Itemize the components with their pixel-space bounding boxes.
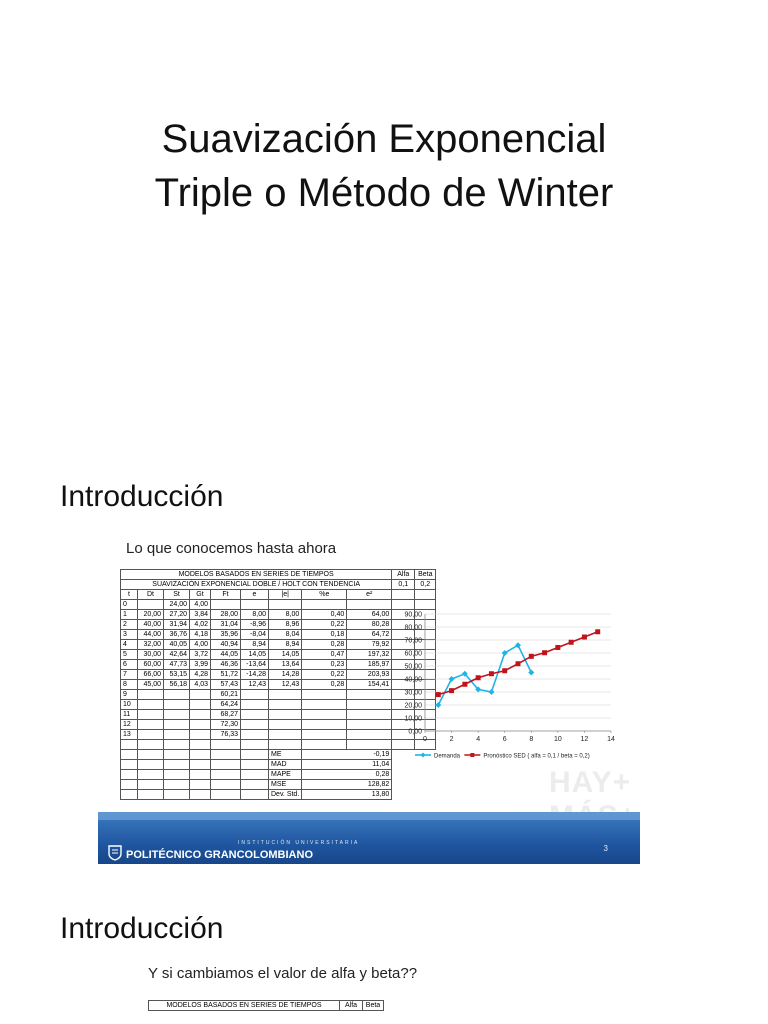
legend-label: Pronóstico SED ( alfa = 0,1 / beta = 0,2) (483, 753, 590, 760)
alfa-value: 0,1 (392, 580, 415, 590)
table-cell (190, 750, 211, 760)
x-tick-label: 14 (607, 736, 615, 743)
metric-row (121, 770, 436, 780)
table-cell: 24,00 (164, 600, 190, 610)
table-cell (164, 790, 190, 800)
table-subtitle-cell: SUAVIZACIÓN EXPONENCIAL DOBLE / HOLT CON TENDENCIA (121, 580, 392, 590)
table-cell (138, 710, 164, 720)
y-tick-label: 70,00 (404, 637, 422, 645)
table-cell (211, 770, 241, 780)
forecast-point (595, 629, 600, 634)
table-cell: 80,28 (347, 620, 392, 630)
table-cell: 66,00 (138, 670, 164, 680)
table-cell (241, 720, 269, 730)
table-cell (347, 690, 392, 700)
table-cell: 27,20 (164, 610, 190, 620)
table-cell: 3 (121, 630, 138, 640)
y-tick-label: 60,00 (404, 650, 422, 658)
forecast-point (449, 688, 454, 693)
table-cell: 14,28 (269, 670, 302, 680)
table-cell (302, 720, 347, 730)
y-tick-label: 40,00 (404, 676, 422, 684)
table-cell (164, 690, 190, 700)
time-series-table (120, 569, 436, 800)
table-cell (211, 600, 241, 610)
table-cell: 46,36 (211, 660, 241, 670)
table-cell: 79,92 (347, 640, 392, 650)
table-cell: 5 (121, 650, 138, 660)
table-cell: 9 (121, 690, 138, 700)
metric-row (121, 760, 436, 770)
table-cell (241, 790, 269, 800)
table-cell (121, 760, 138, 770)
table-cell (164, 710, 190, 720)
table-row (121, 720, 436, 730)
table-cell: 3,99 (190, 660, 211, 670)
legend-label: Demanda (434, 753, 461, 760)
table-row (121, 630, 436, 640)
table-cell: 4,00 (190, 600, 211, 610)
table-cell: 0,28 (302, 640, 347, 650)
table-cell (302, 700, 347, 710)
table-cell (164, 700, 190, 710)
table-cell: 31,94 (164, 620, 190, 630)
table-cell (138, 780, 164, 790)
table-cell: 14,05 (241, 650, 269, 660)
table-cell (269, 730, 302, 740)
table-row (121, 710, 436, 720)
table-cell: 4,03 (190, 680, 211, 690)
column-header: Gt (190, 590, 211, 600)
table-cell: 0,18 (302, 630, 347, 640)
demand-point (488, 689, 494, 695)
table-cell (190, 760, 211, 770)
x-tick-label: 4 (476, 736, 481, 743)
metric-row (121, 790, 436, 800)
table-row (121, 610, 436, 620)
legend-marker (470, 753, 474, 757)
table-cell: 4,18 (190, 630, 211, 640)
slide-footer (98, 812, 640, 864)
table-cell: 7 (121, 670, 138, 680)
table-row (121, 600, 436, 610)
forecast-point (502, 668, 507, 673)
section-heading-2: Introducción (60, 912, 224, 945)
table-cell: 64,00 (347, 610, 392, 620)
table-cell: 3,84 (190, 610, 211, 620)
table-cell (269, 720, 302, 730)
table-subtitle-row (121, 580, 436, 590)
table-cell: 72,30 (211, 720, 241, 730)
table-cell: 0,47 (302, 650, 347, 660)
table-cell (190, 770, 211, 780)
table-cell: -14,28 (241, 670, 269, 680)
title-line-2: Triple o Método de Winter (154, 171, 614, 215)
beta-label: Beta (415, 570, 436, 580)
footer-stripe (98, 812, 640, 820)
forecast-point (462, 682, 467, 687)
table-cell: 42,64 (164, 650, 190, 660)
table-cell (138, 760, 164, 770)
table-row (121, 650, 436, 660)
metric-label: MAD (269, 760, 302, 770)
table-cell (392, 590, 415, 600)
demand-point (528, 670, 534, 676)
section-heading-1: Introducción (60, 480, 224, 513)
table-cell: 0,28 (302, 680, 347, 690)
y-tick-label: 20,00 (404, 702, 422, 710)
table-cell (241, 710, 269, 720)
table-row (121, 700, 436, 710)
table2-beta-label: Beta (363, 1001, 384, 1011)
table-cell (241, 780, 269, 790)
y-tick-label: 90,00 (404, 611, 422, 619)
table-cell (241, 600, 269, 610)
table-cell (121, 740, 138, 750)
forecast-point (476, 675, 481, 680)
table-cell: 14,05 (269, 650, 302, 660)
table-cell (269, 710, 302, 720)
forecast-point (529, 654, 534, 659)
table-cell: 185,97 (347, 660, 392, 670)
table-row (121, 740, 436, 750)
table-cell: 76,33 (211, 730, 241, 740)
table-cell: 8,96 (269, 620, 302, 630)
column-header: St (164, 590, 190, 600)
table-cell (211, 750, 241, 760)
table-cell (190, 790, 211, 800)
table-row (121, 680, 436, 690)
table-row (121, 730, 436, 740)
table-cell: 0,22 (302, 620, 347, 630)
table-cell (138, 700, 164, 710)
table-cell: 12,43 (241, 680, 269, 690)
table-cell: 8 (121, 680, 138, 690)
table-cell: 44,05 (211, 650, 241, 660)
table-cell (138, 740, 164, 750)
alfa-label: Alfa (392, 570, 415, 580)
table-cell (138, 770, 164, 780)
table-cell: 56,18 (164, 680, 190, 690)
table-cell: 31,04 (211, 620, 241, 630)
table2-title-cell: MODELOS BASADOS EN SERIES DE TIEMPOS (149, 1001, 340, 1011)
column-header: t (121, 590, 138, 600)
footer-university-name: POLITÉCNICO GRANCOLOMBIANO (126, 849, 313, 861)
table-cell (138, 600, 164, 610)
table-cell (302, 710, 347, 720)
table-cell (121, 780, 138, 790)
table-cell: -8,96 (241, 620, 269, 630)
table-cell: 8,00 (241, 610, 269, 620)
forecast-point (555, 645, 560, 650)
table-cell (121, 750, 138, 760)
table-cell (138, 790, 164, 800)
table-cell (190, 730, 211, 740)
footer-institution: INSTITUCIÓN UNIVERSITARIA (238, 840, 360, 846)
table-cell: 64,72 (347, 630, 392, 640)
table-cell (241, 740, 269, 750)
table-cell: 13 (121, 730, 138, 740)
metric-value: 11,04 (302, 760, 392, 770)
time-series-table-2-header (148, 1000, 384, 1011)
demand-point (435, 702, 441, 708)
table-cell: 20,00 (138, 610, 164, 620)
table-row (121, 640, 436, 650)
document-title (0, 112, 768, 220)
column-header: e² (347, 590, 392, 600)
table-cell: 12 (121, 720, 138, 730)
table-cell: 154,41 (347, 680, 392, 690)
table-cell (269, 700, 302, 710)
table-cell: 60,00 (138, 660, 164, 670)
table-cell: 40,05 (164, 640, 190, 650)
forecast-point (569, 640, 574, 645)
table-cell: 197,32 (347, 650, 392, 660)
demand-point (449, 676, 455, 682)
forecast-chart (395, 604, 625, 764)
table-cell (190, 720, 211, 730)
slide-subtitle-2: Y si cambiamos el valor de alfa y beta?? (148, 965, 418, 982)
column-header: Ft (211, 590, 241, 600)
y-tick-label: 10,00 (404, 715, 422, 723)
x-tick-label: 10 (553, 736, 562, 743)
table-cell: 8,94 (241, 640, 269, 650)
legend-marker (421, 753, 426, 758)
table-title-row (121, 570, 436, 580)
table-cell (164, 780, 190, 790)
table-cell: -13,64 (241, 660, 269, 670)
table-header-row (121, 590, 436, 600)
table-cell: 10 (121, 700, 138, 710)
table-cell: 203,93 (347, 670, 392, 680)
table-cell: 40,94 (211, 640, 241, 650)
table-cell: 64,24 (211, 700, 241, 710)
table-cell (269, 690, 302, 700)
table-cell: 4 (121, 640, 138, 650)
table-cell (415, 590, 436, 600)
table2-alfa-label: Alfa (340, 1001, 363, 1011)
table-cell (190, 690, 211, 700)
table-cell (138, 720, 164, 730)
table-cell (269, 740, 302, 750)
table-cell (121, 790, 138, 800)
metric-label: MSE (269, 780, 302, 790)
table-cell (302, 740, 347, 750)
table-cell: 57,43 (211, 680, 241, 690)
table-cell (302, 690, 347, 700)
table-cell (347, 710, 392, 720)
table-cell: 2 (121, 620, 138, 630)
table-cell: 40,00 (138, 620, 164, 630)
table-cell: 53,15 (164, 670, 190, 680)
forecast-point (516, 661, 521, 666)
table-cell: 6 (121, 660, 138, 670)
table-cell: 13,64 (269, 660, 302, 670)
column-header: e (241, 590, 269, 600)
table-cell (138, 750, 164, 760)
table-cell: 8,00 (269, 610, 302, 620)
title-line-1: Suavización Exponencial (161, 117, 607, 161)
table-cell (347, 740, 392, 750)
table-cell (190, 710, 211, 720)
x-tick-label: 0 (423, 736, 427, 743)
table-cell (347, 700, 392, 710)
table-cell: 8,94 (269, 640, 302, 650)
table-row (121, 670, 436, 680)
table-cell (164, 760, 190, 770)
metric-label: Dev. Std. (269, 790, 302, 800)
table-cell: 47,73 (164, 660, 190, 670)
table-cell (164, 720, 190, 730)
table-cell: 32,00 (138, 640, 164, 650)
table-cell: 3,72 (190, 650, 211, 660)
table-row (121, 620, 436, 630)
table-cell (211, 760, 241, 770)
table-cell: 68,27 (211, 710, 241, 720)
table-cell (164, 740, 190, 750)
table-cell (241, 700, 269, 710)
table-cell (190, 700, 211, 710)
table-cell (241, 730, 269, 740)
table-cell (211, 780, 241, 790)
forecast-point (489, 671, 494, 676)
table-cell (302, 600, 347, 610)
table-cell (164, 730, 190, 740)
table-cell (164, 770, 190, 780)
metric-value: -0,19 (302, 750, 392, 760)
table-cell (164, 750, 190, 760)
forecast-point (436, 692, 441, 697)
table-cell: 30,00 (138, 650, 164, 660)
table-cell (347, 720, 392, 730)
y-tick-label: 30,00 (404, 689, 422, 697)
footer-page-number: 3 (603, 844, 608, 853)
table-cell (347, 730, 392, 740)
table-cell (190, 740, 211, 750)
table-cell: 12,43 (269, 680, 302, 690)
column-header: Dt (138, 590, 164, 600)
watermark-line-1: HAY+ (549, 766, 632, 799)
table-cell (138, 730, 164, 740)
table-cell: 11 (121, 710, 138, 720)
table-cell (241, 750, 269, 760)
table-cell: 36,76 (164, 630, 190, 640)
table-cell: 35,96 (211, 630, 241, 640)
table-cell (241, 770, 269, 780)
table-cell: 1 (121, 610, 138, 620)
table-cell: 8,04 (269, 630, 302, 640)
y-tick-label: 80,00 (404, 624, 422, 632)
table-cell: 4,28 (190, 670, 211, 680)
x-tick-label: 12 (580, 736, 589, 743)
table-cell: 28,00 (211, 610, 241, 620)
x-tick-label: 2 (449, 736, 454, 743)
shield-icon (108, 845, 122, 861)
table-cell: 0 (121, 600, 138, 610)
column-header: |e| (269, 590, 302, 600)
table-cell (138, 690, 164, 700)
y-tick-label: 0,00 (408, 728, 422, 736)
table-cell: 44,00 (138, 630, 164, 640)
table-cell: 4,02 (190, 620, 211, 630)
table-cell (211, 790, 241, 800)
x-tick-label: 6 (502, 736, 507, 743)
table-cell (302, 730, 347, 740)
metric-value: 13,80 (302, 790, 392, 800)
forecast-point (542, 650, 547, 655)
table-row (121, 660, 436, 670)
table-cell: 4,00 (190, 640, 211, 650)
table-cell (190, 780, 211, 790)
metric-label: MAPE (269, 770, 302, 780)
metric-row (121, 780, 436, 790)
x-tick-label: 8 (529, 736, 534, 743)
table-cell: -8,04 (241, 630, 269, 640)
beta-value: 0,2 (415, 580, 436, 590)
table-cell (121, 770, 138, 780)
metric-label: ME (269, 750, 302, 760)
table-row (121, 690, 436, 700)
metric-row (121, 750, 436, 760)
table-cell: 0,22 (302, 670, 347, 680)
metric-value: 128,82 (302, 780, 392, 790)
table-title-cell: MODELOS BASADOS EN SERIES DE TIEMPOS (121, 570, 392, 580)
metric-value: 0,28 (302, 770, 392, 780)
table-cell: 45,00 (138, 680, 164, 690)
column-header: %e (302, 590, 347, 600)
table-cell: 0,23 (302, 660, 347, 670)
table-cell (269, 600, 302, 610)
forecast-point (582, 635, 587, 640)
table-cell (347, 600, 392, 610)
table-cell: 0,40 (302, 610, 347, 620)
table-cell (211, 740, 241, 750)
y-tick-label: 50,00 (404, 663, 422, 671)
table-cell: 60,21 (211, 690, 241, 700)
table-cell (241, 760, 269, 770)
table-cell (241, 690, 269, 700)
slide-subtitle-1: Lo que conocemos hasta ahora (126, 540, 337, 557)
table-cell: 51,72 (211, 670, 241, 680)
